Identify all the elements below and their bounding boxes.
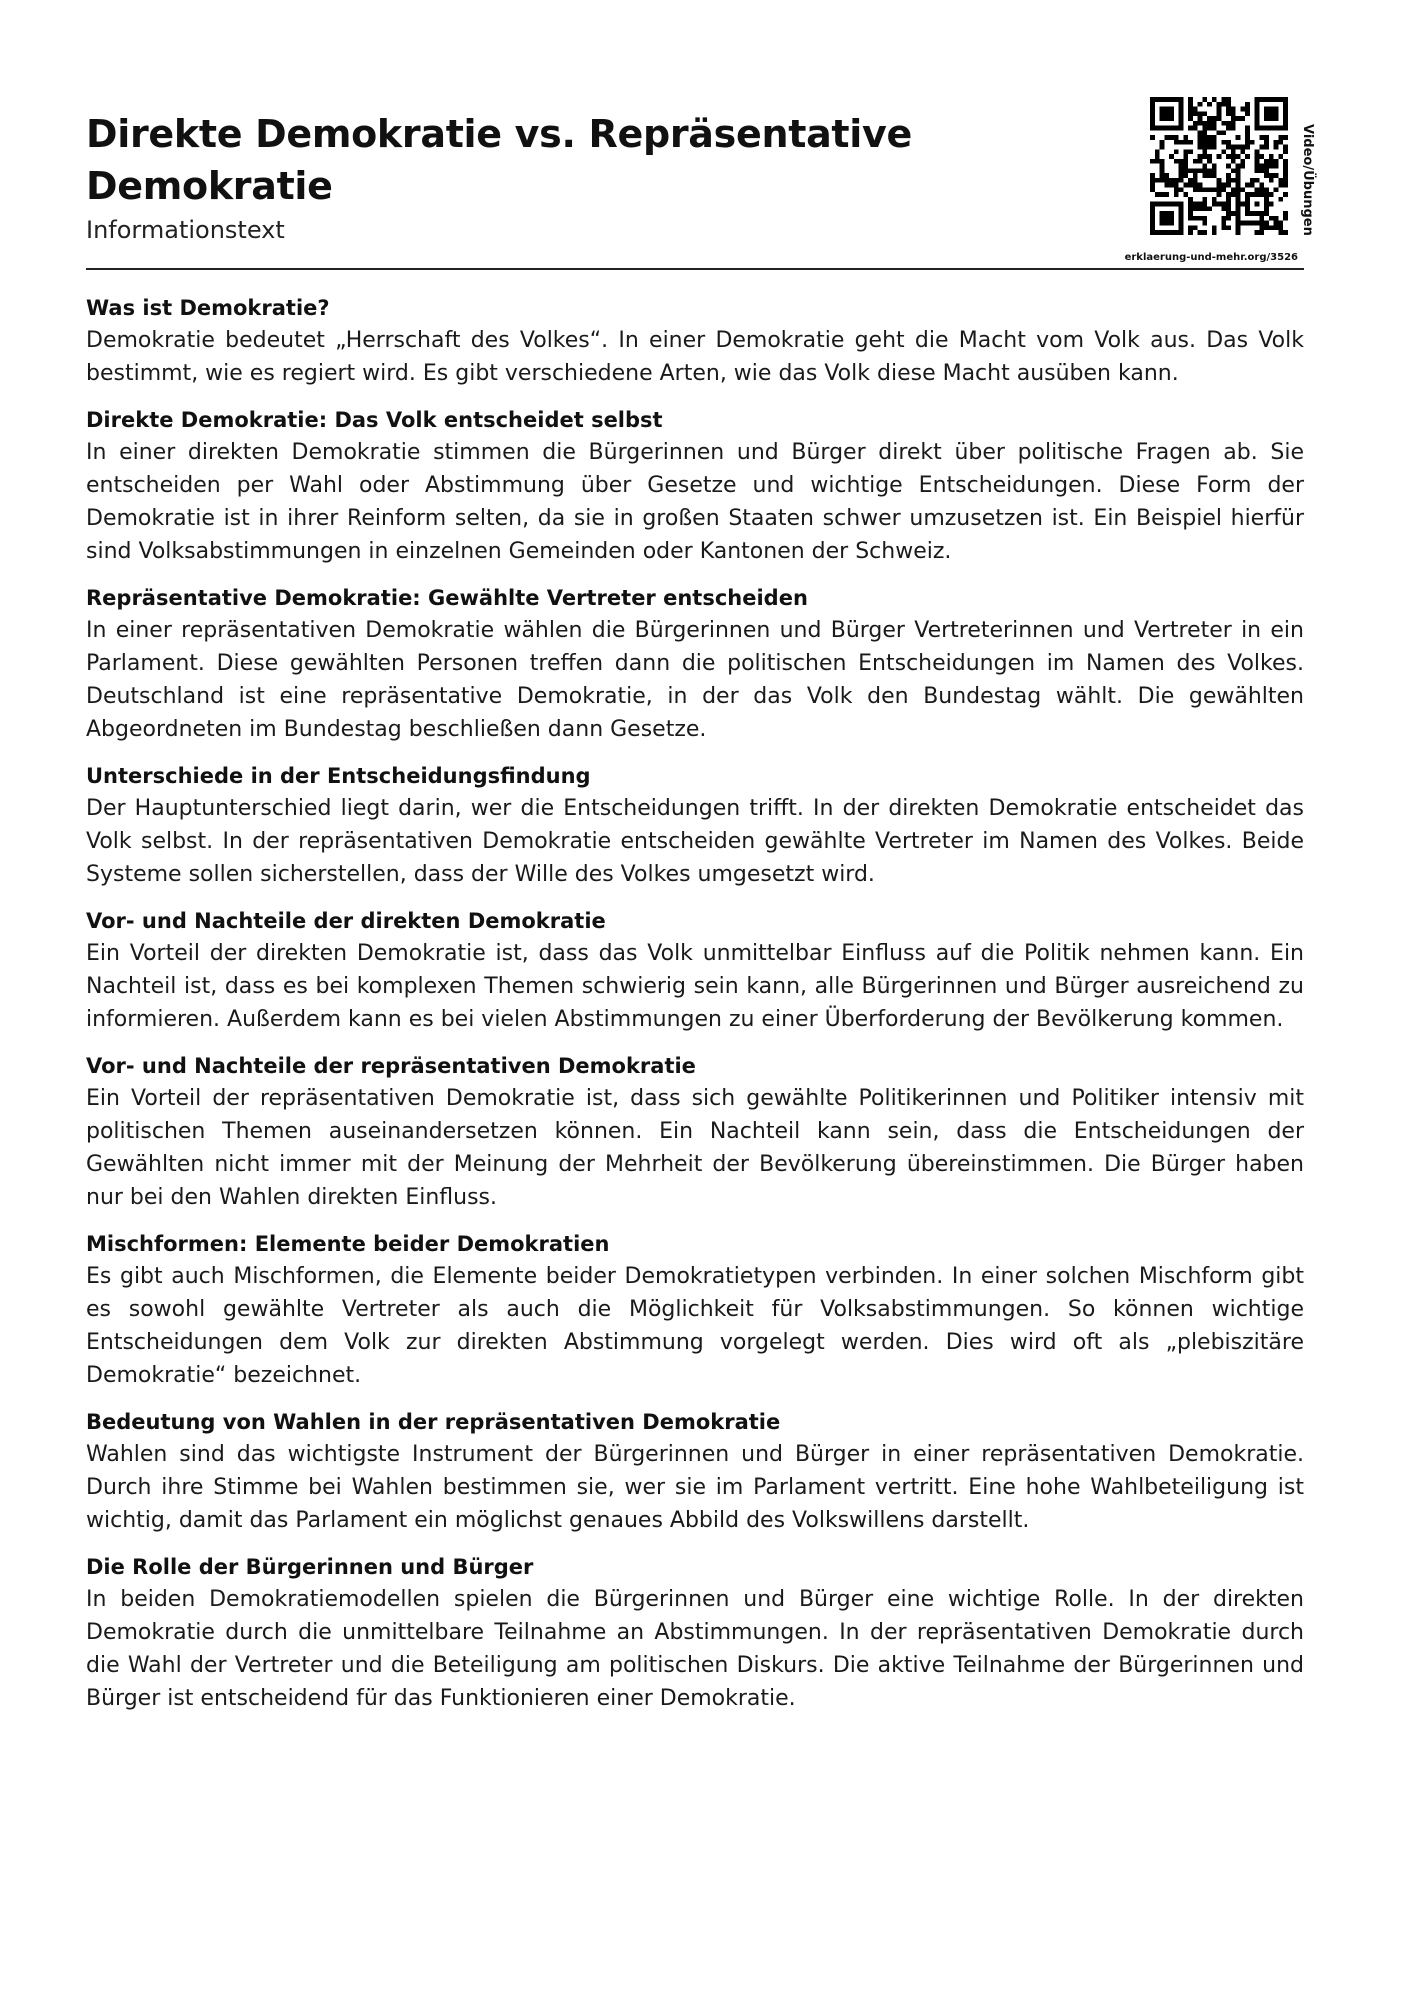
- section-heading: Bedeutung von Wahlen in der repräsentativen Demokratie: [86, 1410, 781, 1434]
- section-elections: [86, 1406, 1304, 1537]
- section-mixed-forms: [86, 1228, 1304, 1392]
- page-subtitle: Informationstext: [86, 216, 285, 244]
- section-representative-pros-cons: [86, 1050, 1304, 1214]
- section-text: Demokratie bedeutet „Herrschaft des Volkes“. In einer Demokratie geht die Macht vom Volk aus. Das Volk bestimmt, wie es regiert wird. Es gibt verschiedene Arten, wie das Volk diese Macht ausüben kann.: [86, 328, 1304, 386]
- video-exercises-label: Video/Übungen: [1300, 124, 1315, 236]
- source-url[interactable]: erklaerung-und-mehr.org/3526: [1124, 252, 1298, 263]
- main-content: [86, 292, 1304, 1729]
- section-decision-differences: [86, 760, 1304, 891]
- section-heading: Direkte Demokratie: Das Volk entscheidet selbst: [86, 408, 663, 432]
- header-divider: [86, 268, 1304, 270]
- section-text: In einer direkten Demokratie stimmen die Bürgerinnen und Bürger direkt über politische Fragen ab. Sie entscheiden per Wahl oder Abstimmung über Gesetze und wichtige Entscheidungen. Diese Form der Demokratie ist in ihrer Reinform selten, da sie in großen Staaten schwer umzusetzen ist. Ein Beispiel hierfür sind Volksabstimmungen in einzelnen Gemeinden oder Kantonen der Schweiz.: [86, 440, 1304, 564]
- qr-code-icon[interactable]: [1150, 96, 1288, 236]
- section-representative-democracy: [86, 582, 1304, 746]
- section-text: Ein Vorteil der repräsentativen Demokratie ist, dass sich gewählte Politikerinnen und Politiker intensiv mit politischen Themen auseinandersetzen können. Ein Nachteil kann sein, dass die Entscheidungen der Gewählten nicht immer mit der Meinung der Mehrheit der Bevölkerung übereinstimmen. Die Bürger haben nur bei den Wahlen direkten Einfluss.: [86, 1086, 1304, 1210]
- section-heading: Vor- und Nachteile der repräsentativen Demokratie: [86, 1054, 696, 1078]
- section-text: Wahlen sind das wichtigste Instrument der Bürgerinnen und Bürger in einer repräsentativen Demokratie. Durch ihre Stimme bei Wahlen bestimmen sie, wer sie im Parlament vertritt. Eine hohe Wahlbeteiligung ist wichtig, damit das Parlament ein möglichst genaues Abbild des Volkswillens darstellt.: [86, 1442, 1304, 1533]
- section-text: In beiden Demokratiemodellen spielen die Bürgerinnen und Bürger eine wichtige Rolle. In der direkten Demokratie durch die unmittelbare Teilnahme an Abstimmungen. In der repräsentativen Demokratie durch die Wahl der Vertreter und die Beteiligung am politischen Diskurs. Die aktive Teilnahme der Bürgerinnen und Bürger ist entscheidend für das Funktionieren einer Demokratie.: [86, 1587, 1304, 1711]
- section-heading: Was ist Demokratie?: [86, 296, 330, 320]
- section-text: Der Hauptunterschied liegt darin, wer die Entscheidungen trifft. In der direkten Demokratie entscheidet das Volk selbst. In der repräsentativen Demokratie entscheiden gewählte Vertreter im Namen des Volkes. Beide Systeme sollen sicherstellen, dass der Wille des Volkes umgesetzt wird.: [86, 796, 1304, 887]
- section-heading: Unterschiede in der Entscheidungsfindung: [86, 764, 591, 788]
- section-heading: Die Rolle der Bürgerinnen und Bürger: [86, 1555, 534, 1579]
- section-text: Ein Vorteil der direkten Demokratie ist, dass das Volk unmittelbar Einfluss auf die Politik nehmen kann. Ein Nachteil ist, dass es bei komplexen Themen schwierig sein kann, alle Bürgerinnen und Bürger ausreichend zu informieren. Außerdem kann es bei vielen Abstimmungen zu einer Überforderung der Bevölkerung kommen.: [86, 941, 1304, 1032]
- section-text: In einer repräsentativen Demokratie wählen die Bürgerinnen und Bürger Vertreterinnen und Vertreter in ein Parlament. Diese gewählten Personen treffen dann die politischen Entscheidungen im Namen des Volkes. Deutschland ist eine repräsentative Demokratie, in der das Volk den Bundestag wählt. Die gewählten Abgeordneten im Bundestag beschließen dann Gesetze.: [86, 618, 1304, 742]
- section-direct-pros-cons: [86, 905, 1304, 1036]
- section-text: Es gibt auch Mischformen, die Elemente beider Demokratietypen verbinden. In einer solchen Mischform gibt es sowohl gewählte Vertreter als auch die Möglichkeit für Volksabstimmungen. So können wichtige Entscheidungen dem Volk zur direkten Abstimmung vorgelegt werden. Dies wird oft als „plebiszitäre Demokratie“ bezeichnet.: [86, 1264, 1304, 1388]
- section-heading: Vor- und Nachteile der direkten Demokratie: [86, 909, 606, 933]
- document-header: [86, 108, 1146, 246]
- section-what-is-democracy: [86, 292, 1304, 390]
- section-direct-democracy: [86, 404, 1304, 568]
- section-citizens-role: [86, 1551, 1304, 1715]
- section-heading: Mischformen: Elemente beider Demokratien: [86, 1232, 610, 1256]
- page-title: Direkte Demokratie vs. Repräsentative Demokratie: [86, 112, 912, 208]
- section-heading: Repräsentative Demokratie: Gewählte Vertreter entscheiden: [86, 586, 808, 610]
